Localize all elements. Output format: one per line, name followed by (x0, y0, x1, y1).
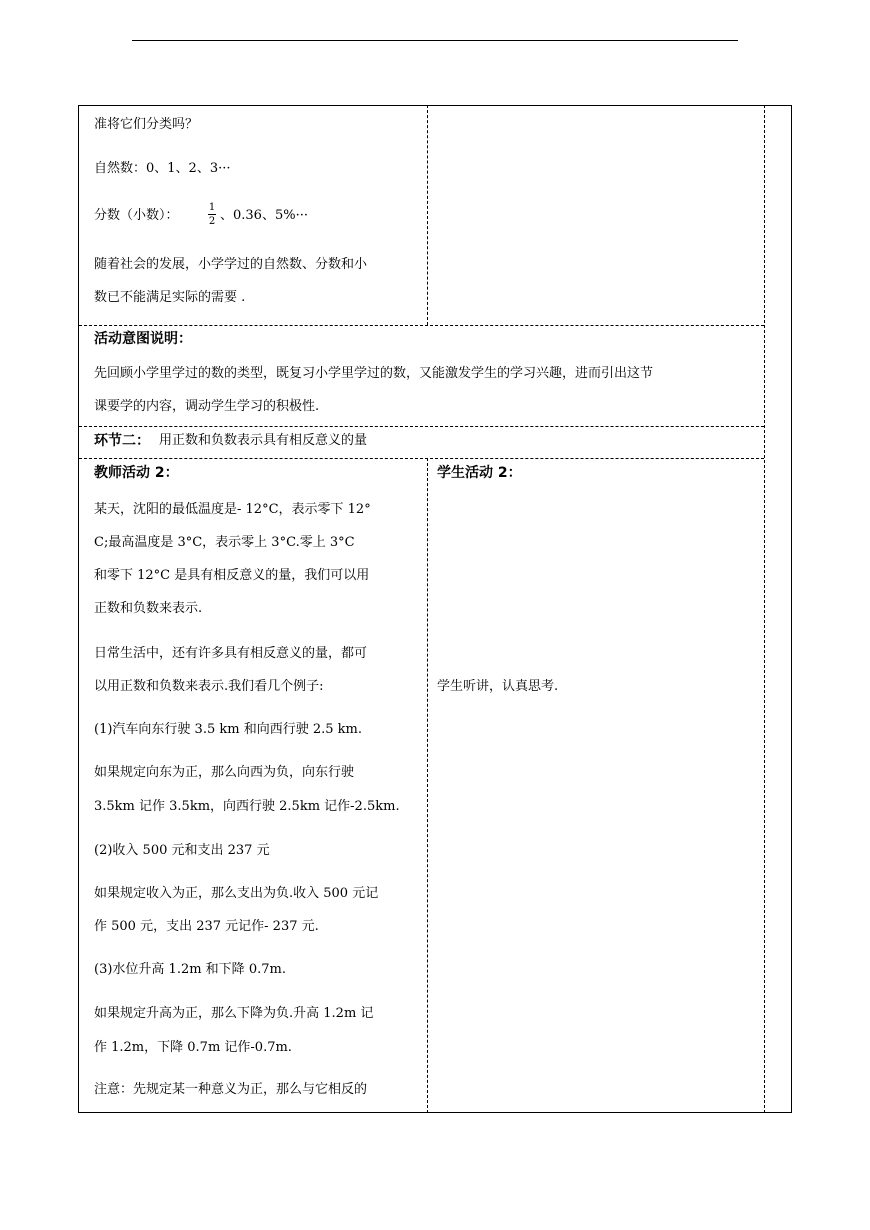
intent-heading: 活动意图说明： (94, 331, 192, 347)
fraction-numerator: 1 (208, 202, 216, 213)
row-divider-3 (79, 458, 764, 459)
text-line: 数已不能满足实际的需要 . (94, 290, 246, 305)
teacher-line: 如果规定升高为正，那么下降为负.升高 1.2m 记 (94, 1006, 374, 1021)
row-divider-2 (79, 426, 764, 427)
right-col-divider (764, 105, 765, 1113)
col-divider-upper (427, 105, 428, 325)
fraction-label: 分数（小数）： (94, 208, 179, 223)
decimal-values: 、0.36、5%··· (220, 208, 308, 223)
fraction-denominator: 2 (208, 216, 216, 227)
teacher-line: 3.5km 记作 3.5km，向西行驶 2.5km 记作-2.5km. (94, 799, 400, 814)
teacher-line: 和零下 12°C 是具有相反意义的量，我们可以用 (94, 568, 370, 583)
teacher-line: 作 500 元，支出 237 元记作- 237 元. (94, 919, 319, 934)
intent-line: 课要学的内容，调动学生学习的积极性. (94, 399, 320, 414)
example-1: (1)汽车向东行驶 3.5 km 和向西行驶 2.5 km. (94, 722, 362, 737)
teacher-line: 某天，沈阳的最低温度是- 12°C，表示零下 12° (94, 502, 371, 517)
teacher-line: C;最高温度是 3°C，表示零上 3°C.零上 3°C (94, 535, 355, 550)
teacher-line: 以用正数和负数来表示.我们看几个例子: (94, 679, 324, 694)
teacher-line: 如果规定向东为正，那么向西为负，向东行驶 (94, 765, 355, 780)
teacher-line: 如果规定收入为正，那么支出为负.收入 500 元记 (94, 886, 379, 901)
text-line: 随着社会的发展，小学学过的自然数、分数和小 (94, 257, 368, 272)
row-divider-1 (79, 325, 764, 326)
natural-numbers-line: 自然数：0、1、2、3··· (94, 161, 231, 176)
example-3: (3)水位升高 1.2m 和下降 0.7m. (94, 962, 286, 977)
text-line: 准将它们分类吗？ (94, 117, 199, 132)
student-activity-text: 学生听讲，认真思考. (437, 679, 559, 694)
intent-line: 先回顾小学里学过的数的类型，既复习小学里学过的数，又能激发学生的学习兴趣，进而引出这节 (94, 366, 654, 381)
col-divider-lower (427, 458, 428, 1113)
teacher-line: 作 1.2m，下降 0.7m 记作-0.7m. (94, 1040, 292, 1055)
header-rule (132, 40, 738, 41)
teacher-line: 注意：先规定某一种意义为正，那么与它相反的 (94, 1082, 368, 1097)
teacher-heading: 教师活动 2： (94, 465, 179, 481)
teacher-line: 正数和负数来表示. (94, 601, 203, 616)
fraction-bar (208, 214, 216, 215)
student-heading: 学生活动 2： (437, 465, 522, 481)
example-2: (2)收入 500 元和支出 237 元 (94, 843, 270, 858)
teacher-line: 日常生活中，还有许多具有相反意义的量，都可 (94, 646, 368, 661)
section-label: 环节二： (94, 433, 150, 449)
section-title: 用正数和负数表示具有相反意义的量 (159, 433, 368, 448)
